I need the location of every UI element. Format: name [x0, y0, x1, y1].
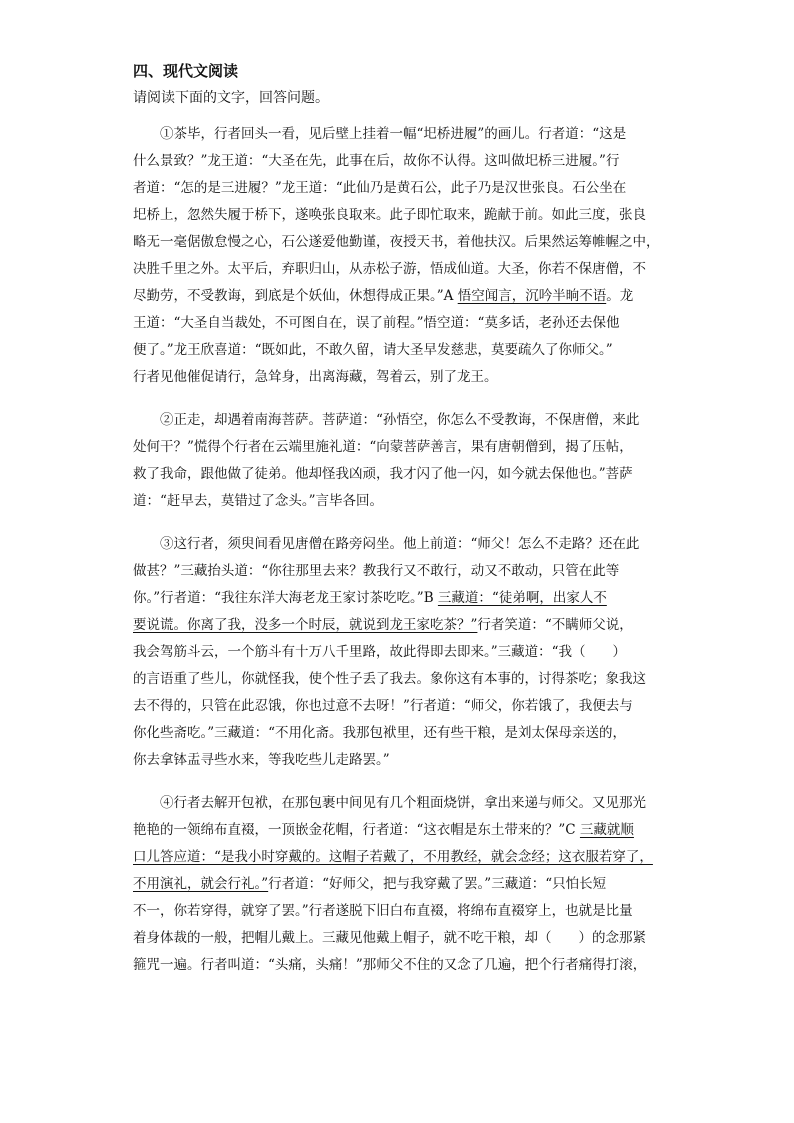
section-title: 四、现代文阅读 — [133, 62, 239, 80]
passage-line — [133, 258, 646, 280]
passage-line — [133, 900, 633, 922]
passage-text: 尽勤劳，不受教诲，到底是个妖仙，休想得成正果。”A — [133, 288, 458, 304]
underlined-text: 悟空闻言，沉吟半晌不语 — [457, 288, 607, 304]
passage-text: 做甚？”三藏抬头道：“你往那里去来？教我行又不敢行，动又不敢动，只管在此等 — [133, 563, 620, 579]
passage-text: 王道：“大圣自当裁处，不可图自在，误了前程。”悟空道：“莫多话，老孙还去保他 — [133, 315, 620, 331]
passage-line — [133, 463, 633, 485]
underlined-text: 口儿答应道：“是我小时穿戴的。这帽子若戴了，不用教经，就会念经；这衣服若穿了， — [133, 849, 653, 865]
passage-text: 者道：“怎的是三进履？”龙王道：“此仙乃是黄石公，此子乃是汉世张良。石公坐在 — [133, 180, 627, 196]
passage-text: 决胜千里之外。太平后，弃职归山，从赤松子游，悟成仙道。大圣，你若不保唐僧，不 — [133, 261, 646, 277]
passage-text: ②正走，却遇着南海菩萨。菩萨道：“孙悟空，你怎么不受教诲，不保唐僧，来此 — [133, 412, 640, 428]
passage-text: 行者道：“好师父，把与我穿戴了罢。”三藏道：“只怕长短 — [268, 876, 607, 892]
passage-text: 。龙 — [606, 288, 634, 304]
passage-text: ③这行者，须臾间看见唐僧在路旁闷坐。他上前道：“师父！怎么不走路？还在此 — [133, 536, 640, 552]
passage-text: 你化些斋吃。”三藏道：“不用化斋。我那包袱里，还有些干粮，是刘太保母亲送的， — [133, 725, 627, 741]
passage-line — [133, 749, 390, 771]
passage-line — [133, 873, 606, 895]
passage-line — [133, 231, 660, 253]
passage-text: 圯桥上，忽然失履于桥下，遂唤张良取来。此子即忙取来，跪献于前。如此三度，张良 — [133, 207, 646, 223]
instruction-text: 请阅读下面的文字，回答问题。 — [133, 90, 329, 106]
passage-text: 着身体裁的一般，把帽儿戴上。三藏见他戴上帽子，就不吃干粮，却（ ）的念那紧 — [133, 930, 646, 946]
passage-line — [133, 436, 633, 458]
underlined-text: 三藏道：“徒弟啊，出家人不 — [437, 590, 607, 606]
passage-line — [133, 695, 633, 717]
passage-line — [133, 490, 383, 512]
passage-text: 处何干？”慌得个行者在云端里施礼道：“向蒙菩萨善言，果有唐朝僧到，揭了压帖， — [133, 439, 633, 455]
passage-line — [133, 668, 646, 690]
passage-text: 道：“赶早去，莫错过了念头。”言毕各回。 — [133, 493, 384, 509]
passage-text: 去不得的，只管在此忍饿，你也过意不去呀！”行者道：“师父，你若饿了，我便去与 — [133, 698, 633, 714]
passage-text: 略无一毫倨傲怠慢之心，石公遂爱他勤谨，夜授天书，着他扶汉。后果然运筹帷幄之中， — [133, 234, 660, 250]
passage-line — [133, 409, 639, 431]
passage-line — [133, 204, 646, 226]
passage-line — [133, 339, 613, 361]
passage-line — [133, 150, 619, 172]
passage-line — [133, 533, 639, 555]
passage-line — [133, 312, 619, 334]
passage-line — [133, 366, 498, 388]
passage-text: 你。”行者道：“我往东洋大海老龙王家讨茶吃吃。”B — [133, 590, 438, 606]
passage-text: 什么景致？”龙王道：“大圣在先，此事在后，故你不认得。这叫做圯桥三进履。”行 — [133, 153, 620, 169]
passage-text: ④行者去解开包袱，在那包裹中间见有几个粗面烧饼，拿出来递与师父。又见那光 — [133, 795, 646, 811]
underlined-text: 要说谎。你离了我，没多一个时辰，就说到龙王家吃茶？” — [133, 617, 478, 633]
passage-text: 救了我命，跟他做了徒弟。他却怪我凶顽，我才闪了他一闪，如今就去保他也。”菩萨 — [133, 466, 633, 482]
passage-line — [133, 123, 626, 145]
passage-line — [133, 954, 646, 976]
passage-text: 我会驾筋斗云，一个筋斗有十万八千里路，故此得即去即来。”三藏道：“我（ ） — [133, 644, 627, 660]
passage-text: 箍咒一遍。行者叫道：“头痛，头痛！”那师父不住的又念了几遍，把个行者痛得打滚， — [133, 957, 647, 973]
passage-text: 不一，你若穿得，就穿了罢。”行者遂脱下旧白布直裰，将绵布直裰穿上，也就是比量 — [133, 903, 633, 919]
underlined-text: 不用演礼，就会行礼。” — [133, 876, 269, 892]
underlined-text: 三藏就顺 — [579, 822, 634, 838]
passage-text: ①茶毕，行者回头一看，见后壁上挂着一幅“圯桥进履”的画儿。行者道：“这是 — [133, 126, 627, 142]
passage-line — [133, 722, 626, 744]
passage-text: 艳艳的一领绵布直裰，一顶嵌金花帽，行者道：“这衣帽是东土带来的？”C — [133, 822, 580, 838]
passage-text: 行者笑道：“不瞒师父说， — [477, 617, 633, 633]
passage-text: 行者见他催促请行，急耸身，出离海藏，驾着云，别了龙王。 — [133, 369, 498, 385]
passage-line — [133, 560, 619, 582]
passage-line — [133, 587, 607, 609]
passage-line — [133, 614, 633, 636]
passage-line — [133, 641, 626, 663]
passage-line — [133, 927, 646, 949]
passage-line — [133, 285, 633, 307]
passage-line — [133, 819, 634, 841]
passage-text: 你去拿钵盂寻些水来，等我吃些儿走路罢。” — [133, 752, 390, 768]
passage-text: 便了。”龙王欣喜道：“既如此，不敢久留，请大圣早发慈悲，莫要疏久了你师父。” — [133, 342, 613, 358]
passage-line — [133, 177, 626, 199]
passage-line — [133, 792, 646, 814]
passage-text: 的言语重了些儿，你就怪我，使个性子丢了我去。象你这有本事的，讨得茶吃；象我这 — [133, 671, 646, 687]
passage-line — [133, 846, 653, 868]
